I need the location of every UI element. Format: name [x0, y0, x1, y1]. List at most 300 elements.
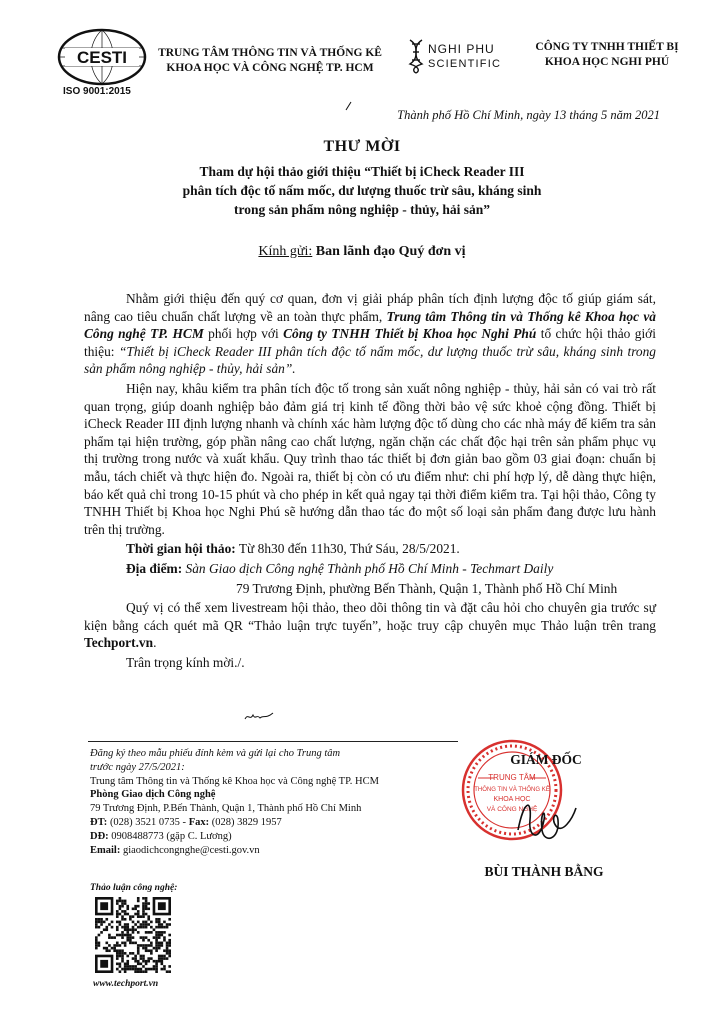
qr-module: [116, 934, 119, 937]
qr-module: [145, 913, 148, 916]
qr-module: [121, 957, 124, 960]
qr-module: [140, 936, 143, 939]
qr-module: [155, 965, 158, 968]
qr-module: [163, 936, 166, 939]
qr-module: [142, 936, 145, 939]
qr-module: [137, 913, 140, 916]
qr-module: [155, 960, 158, 963]
qr-module: [168, 923, 171, 926]
livestream-end: .: [153, 635, 157, 651]
stamp-text-4: VÀ CÔNG NGHỆ: [486, 806, 538, 813]
qr-module: [119, 900, 122, 903]
workshop-time: [84, 540, 656, 558]
qr-module: [147, 915, 150, 918]
qr-module: [121, 910, 124, 913]
qr-module: [163, 921, 166, 924]
qr-module: [142, 957, 145, 960]
qr-caption: Thảo luận công nghệ:: [90, 883, 178, 893]
qr-module: [124, 963, 127, 966]
time-label: Thời gian hội thảo:: [126, 541, 236, 557]
qr-module: [108, 949, 111, 952]
qr-module: [158, 936, 161, 939]
qr-module: [108, 944, 111, 947]
qr-module: [121, 900, 124, 903]
qr-module: [126, 955, 129, 958]
qr-module: [129, 939, 132, 942]
qr-module: [155, 931, 158, 934]
qr-module: [108, 936, 111, 939]
location-label: Địa điểm:: [126, 560, 183, 576]
qr-module: [150, 949, 153, 952]
qr-module: [103, 921, 106, 924]
qr-module: [105, 926, 108, 929]
org-right-line1: CÔNG TY TNHH THIẾT BỊ: [535, 41, 679, 53]
qr-module: [155, 934, 158, 937]
qr-module: [119, 907, 122, 910]
workshop-title-quote: “Thiết bị iCheck Reader III phân tích độc tố nấm mốc, dư lượng thuốc trừ sâu, kháng sinh trong sản phẩm nông nghiệp - thủy, hải sản”.: [84, 343, 657, 377]
qr-module: [119, 913, 122, 916]
qr-module: [116, 913, 119, 916]
qr-module: [140, 923, 143, 926]
qr-finder-pattern: [100, 960, 108, 968]
qr-module: [161, 926, 164, 929]
contact-email-line: [90, 844, 470, 858]
qr-module: [124, 944, 127, 947]
paragraph-intro: [84, 290, 656, 378]
qr-module: [166, 957, 169, 960]
qr-module: [155, 926, 158, 929]
qr-module: [166, 926, 169, 929]
qr-module: [113, 949, 116, 952]
qr-module: [129, 968, 132, 971]
qr-module: [145, 900, 148, 903]
qr-module: [166, 952, 169, 955]
qr-module: [168, 970, 171, 973]
qr-module: [119, 944, 122, 947]
subtitle-line2: phân tích độc tố nấm mốc, dư lượng thuốc trừ sâu, kháng sinh: [182, 183, 542, 198]
iso-label: ISO 9001:2015: [63, 86, 131, 97]
intro-text-3: tổ chức hội thảo giới thiệu:: [84, 326, 656, 359]
subtitle-line3: trong sản phẩm nông nghiệp - thủy, hải sản”: [234, 202, 490, 217]
qr-module: [158, 923, 161, 926]
mobile-value: 0908488773 (gặp C. Lương): [108, 830, 232, 842]
date-line: Thành phố Hồ Chí Minh, ngày 13 tháng 5 năm 2021: [397, 108, 660, 122]
qr-module: [105, 947, 108, 950]
closing-line: Trân trọng kính mời./.: [126, 654, 245, 670]
qr-module: [168, 965, 171, 968]
qr-module: [145, 960, 148, 963]
org-left-line2: KHOA HỌC VÀ CÔNG NGHỆ TP. HCM: [166, 62, 374, 74]
qr-module: [116, 952, 119, 955]
qr-module: [108, 934, 111, 937]
qr-module: [119, 923, 122, 926]
qr-module: [140, 963, 143, 966]
qr-module: [126, 960, 129, 963]
qr-module: [100, 923, 103, 926]
qr-module: [142, 915, 145, 918]
qr-module: [116, 928, 119, 931]
qr-module: [121, 905, 124, 908]
qr-module: [100, 931, 103, 934]
qr-module: [147, 931, 150, 934]
qr-module: [132, 928, 135, 931]
qr-module: [153, 968, 156, 971]
phone-value: (028) 3521 0735 -: [107, 816, 189, 828]
qr-module: [163, 955, 166, 958]
qr-module: [119, 965, 122, 968]
qr-module: [155, 939, 158, 942]
qr-module: [124, 965, 127, 968]
qr-module: [124, 952, 127, 955]
qr-module: [163, 926, 166, 929]
qr-module: [98, 921, 101, 924]
qr-module: [126, 963, 129, 966]
qr-module: [137, 931, 140, 934]
qr-module: [137, 968, 140, 971]
cesti-logo: [57, 28, 147, 86]
qr-module: [142, 939, 145, 942]
qr-module: [134, 957, 137, 960]
qr-module: [116, 921, 119, 924]
qr-module: [126, 928, 129, 931]
signatory-name: BÙI THÀNH BẰNG: [484, 864, 604, 879]
qr-module: [121, 960, 124, 963]
nghi-phu-logo: [404, 38, 524, 74]
stamp-text-1: TRUNG TÂM: [488, 773, 536, 782]
qr-module: [111, 947, 114, 950]
qr-module: [100, 918, 103, 921]
qr-module: [150, 957, 153, 960]
qr-module: [132, 957, 135, 960]
qr-module: [132, 942, 135, 945]
greeting: [0, 244, 724, 260]
stamp-text-2: THÔNG TIN VÀ THỐNG KÊ: [474, 787, 550, 793]
qr-module: [140, 915, 143, 918]
qr-module: [158, 957, 161, 960]
qr-module: [98, 934, 101, 937]
qr-module: [140, 926, 143, 929]
qr-module: [121, 902, 124, 905]
org-left-name: [150, 46, 390, 76]
qr-module: [145, 907, 148, 910]
qr-module: [168, 934, 171, 937]
qr-module: [124, 918, 127, 921]
qr-module: [98, 918, 101, 921]
qr-module: [145, 902, 148, 905]
qr-module: [155, 970, 158, 973]
qr-module: [116, 957, 119, 960]
qr-module: [142, 965, 145, 968]
qr-module: [134, 913, 137, 916]
qr-module: [158, 926, 161, 929]
qr-module: [150, 942, 153, 945]
qr-module: [95, 944, 98, 947]
qr-module: [95, 936, 98, 939]
qr-module: [158, 921, 161, 924]
qr-module: [124, 942, 127, 945]
qr-url[interactable]: www.techport.vn: [93, 979, 159, 989]
techport-link[interactable]: Techport.vn: [84, 635, 154, 651]
qr-module: [158, 931, 161, 934]
qr-module: [147, 960, 150, 963]
location-name: Sàn Giao dịch Công nghệ Thành phố Hồ Chí Minh - Techmart Daily: [182, 560, 554, 576]
qr-module: [116, 949, 119, 952]
qr-module: [126, 939, 129, 942]
qr-module: [155, 942, 158, 945]
qr-module: [158, 944, 161, 947]
qr-module: [161, 944, 164, 947]
workshop-location: [84, 560, 656, 578]
qr-module: [105, 942, 108, 945]
qr-module: [153, 960, 156, 963]
qr-module: [140, 957, 143, 960]
page-title: THƯ MỜI: [323, 138, 401, 155]
qr-module: [150, 931, 153, 934]
qr-module: [161, 957, 164, 960]
qr-module: [168, 939, 171, 942]
qr-module: [119, 921, 122, 924]
qr-code[interactable]: [95, 897, 171, 973]
paragraph-livestream: [84, 599, 656, 652]
qr-module: [142, 905, 145, 908]
qr-module: [132, 926, 135, 929]
qr-module: [155, 918, 158, 921]
qr-module: [163, 968, 166, 971]
registration-note-1: Đăng ký theo mẫu phiếu đính kèm và gửi lại cho Trung tâm: [90, 748, 341, 759]
qr-module: [119, 905, 122, 908]
qr-module: [116, 926, 119, 929]
qr-module: [132, 952, 135, 955]
org-right-name: [527, 40, 687, 70]
qr-module: [137, 944, 140, 947]
qr-module: [124, 970, 127, 973]
qr-module: [145, 921, 148, 924]
qr-module: [161, 968, 164, 971]
qr-module: [132, 965, 135, 968]
qr-module: [119, 952, 122, 955]
qr-module: [155, 963, 158, 966]
qr-module: [126, 934, 129, 937]
qr-module: [147, 939, 150, 942]
contact-address: 79 Trương Định, P.Bến Thành, Quận 1, Thành phố Hồ Chí Minh: [90, 803, 362, 815]
qr-module: [145, 970, 148, 973]
qr-module: [111, 936, 114, 939]
footer-divider: [88, 741, 458, 742]
qr-module: [142, 923, 145, 926]
qr-module: [158, 947, 161, 950]
qr-module: [168, 942, 171, 945]
qr-module: [168, 918, 171, 921]
qr-module: [161, 931, 164, 934]
qr-module: [142, 910, 145, 913]
qr-module: [116, 902, 119, 905]
qr-module: [116, 942, 119, 945]
intro-text-1: Nhằm giới thiệu đến quý cơ quan, đơn vị giải pháp phân tích định lượng độc tố giúp giám sát, nâng cao tiêu chuẩn chất lượng về an toàn thực phẩm,: [84, 291, 656, 324]
qr-module: [142, 897, 145, 900]
qr-module: [95, 947, 98, 950]
qr-module: [145, 936, 148, 939]
qr-module: [105, 928, 108, 931]
time-value: Từ 8h30 đến 11h30, Thứ Sáu, 28/5/2021.: [235, 541, 460, 557]
greeting-recipient: Ban lãnh đạo Quý đơn vị: [315, 244, 466, 259]
qr-module: [147, 957, 150, 960]
qr-module: [98, 944, 101, 947]
qr-module: [166, 970, 169, 973]
qr-module: [103, 947, 106, 950]
org-left-line1: TRUNG TÂM THÔNG TIN VÀ THỐNG KÊ: [158, 47, 382, 59]
qr-module: [145, 926, 148, 929]
qr-module: [142, 921, 145, 924]
qr-module: [137, 963, 140, 966]
qr-module: [126, 907, 129, 910]
qr-module: [119, 934, 122, 937]
qr-module: [140, 955, 143, 958]
qr-module: [132, 921, 135, 924]
qr-module: [132, 931, 135, 934]
qr-module: [98, 942, 101, 945]
qr-module: [142, 902, 145, 905]
qr-module: [163, 949, 166, 952]
location-address: 79 Trương Định, phường Bến Thành, Quận 1, Thành phố Hồ Chí Minh: [236, 580, 618, 596]
qr-module: [124, 913, 127, 916]
qr-module: [137, 926, 140, 929]
qr-module: [95, 921, 98, 924]
qr-module: [132, 915, 135, 918]
qr-module: [137, 915, 140, 918]
qr-module: [155, 947, 158, 950]
qr-module: [116, 968, 119, 971]
greeting-label: Kính gửi:: [258, 244, 313, 259]
qr-module: [161, 960, 164, 963]
email-value[interactable]: giaodichcongnghe@cesti.gov.vn: [120, 844, 260, 856]
qr-module: [113, 936, 116, 939]
qr-finder-pattern: [100, 902, 108, 910]
qr-module: [166, 947, 169, 950]
qr-module: [150, 926, 153, 929]
qr-module: [98, 926, 101, 929]
qr-module: [134, 923, 137, 926]
qr-module: [140, 970, 143, 973]
handwritten-mark: [344, 101, 354, 111]
contact-org: Trung tâm Thông tin và Thống kê Khoa học và Công nghệ TP. HCM: [90, 775, 379, 787]
qr-module: [137, 910, 140, 913]
qr-module: [145, 923, 148, 926]
qr-module: [145, 968, 148, 971]
contact-dept: Phòng Giao dịch Công nghệ: [90, 789, 216, 801]
nghi-phu-logo-line1: NGHI PHU: [428, 42, 495, 56]
qr-module: [116, 915, 119, 918]
qr-module: [126, 936, 129, 939]
qr-module: [142, 913, 145, 916]
qr-module: [147, 968, 150, 971]
qr-module: [142, 970, 145, 973]
handwritten-signature: [510, 790, 580, 850]
qr-module: [124, 928, 127, 931]
paragraph-context: Hiện nay, khâu kiểm tra phân tích độc tố trong sản xuất nông nghiệp - thủy, hải sản có vai trò rất quan trọng, giúp doanh nghiệp bảo đảm giá trị kinh tế đồng thời bảo vệ sức khoẻ cộng đồng. Thiết bị iCheck Reader III định lượng nhanh và chính xác hàm lượng độc tố dùng cho các nhà máy để kiểm tra sản phẩm tại hiện trường, góp phần nâng cao chất lượng, ngăn chặn các chất độc hại trên sản phẩm phục vụ thị trường trong nước và xuất khẩu. Quy trình thao tác thiết bị đơn giản bao gồm 03 giai đoạn: chuẩn bị mẫu, tách chiết và thực hiện đo. Ngoài ra, thiết bị còn có ưu điểm như: chi phí hợp lý, dễ dàng thực hiện, báo kết quả chỉ trong 10-15 phút và cho phép in kết quả ngay tại thời điểm kiểm tra. Tại hội thảo, Công ty TNHH Thiết bị Khoa học Nghi Phú sẽ hướng dẫn thao tác đo một số loại sản phẩm đang được lưu hành trên thị trường.: [84, 380, 656, 537]
livestream-text: Quý vị có thể xem livestream hội thảo, theo dõi thông tin và đặt câu hỏi cho chuyên gia trước sự kiện bằng cách quét mã QR “Thảo luận trực tuyến”, hoặc truy cập chuyên mục Thảo luận trên trang: [84, 600, 656, 633]
qr-module: [155, 944, 158, 947]
qr-module: [124, 902, 127, 905]
qr-module: [95, 918, 98, 921]
qr-module: [124, 934, 127, 937]
qr-module: [129, 936, 132, 939]
qr-module: [126, 931, 129, 934]
initial-mark: [244, 711, 274, 723]
qr-module: [150, 944, 153, 947]
qr-module: [134, 960, 137, 963]
qr-module: [126, 913, 129, 916]
qr-module: [137, 921, 140, 924]
qr-module: [137, 949, 140, 952]
nghi-phu-logo-line2: SCIENTIFIC: [428, 58, 502, 70]
contact-block: [90, 747, 470, 857]
qr-module: [116, 900, 119, 903]
contact-mobile-line: [90, 830, 470, 844]
qr-module: [124, 968, 127, 971]
qr-module: [163, 931, 166, 934]
qr-module: [137, 897, 140, 900]
qr-module: [145, 931, 148, 934]
qr-module: [121, 968, 124, 971]
qr-module: [134, 955, 137, 958]
qr-module: [126, 968, 129, 971]
qr-module: [140, 968, 143, 971]
qr-module: [161, 934, 164, 937]
qr-module: [137, 960, 140, 963]
qr-module: [103, 928, 106, 931]
qr-module: [168, 955, 171, 958]
contact-phone-line: [90, 816, 470, 830]
qr-module: [137, 970, 140, 973]
qr-module: [134, 968, 137, 971]
mobile-label: DĐ:: [90, 830, 109, 842]
qr-module: [129, 915, 132, 918]
org-right-line2: KHOA HỌC NGHI PHÚ: [544, 56, 670, 68]
registration-note-2: trước ngày 27/5/2021:: [90, 761, 185, 773]
qr-module: [105, 949, 108, 952]
qr-module: [153, 928, 156, 931]
qr-module: [145, 897, 148, 900]
qr-module: [168, 949, 171, 952]
qr-module: [124, 926, 127, 929]
qr-module: [134, 905, 137, 908]
qr-module: [153, 965, 156, 968]
email-label: Email:: [90, 844, 121, 856]
qr-module: [113, 947, 116, 950]
qr-module: [158, 960, 161, 963]
qr-module: [142, 955, 145, 958]
qr-module: [116, 910, 119, 913]
qr-module: [155, 968, 158, 971]
qr-module: [121, 934, 124, 937]
qr-module: [137, 900, 140, 903]
qr-module: [161, 942, 164, 945]
qr-module: [155, 936, 158, 939]
qr-module: [147, 907, 150, 910]
page-subtitle: [100, 162, 624, 219]
qr-module: [140, 944, 143, 947]
qr-module: [150, 968, 153, 971]
qr-module: [111, 926, 114, 929]
qr-module: [168, 952, 171, 955]
qr-module: [100, 921, 103, 924]
qr-module: [147, 902, 150, 905]
qr-module: [95, 923, 98, 926]
qr-module: [137, 905, 140, 908]
qr-module: [142, 960, 145, 963]
qr-module: [121, 949, 124, 952]
qr-module: [129, 928, 132, 931]
